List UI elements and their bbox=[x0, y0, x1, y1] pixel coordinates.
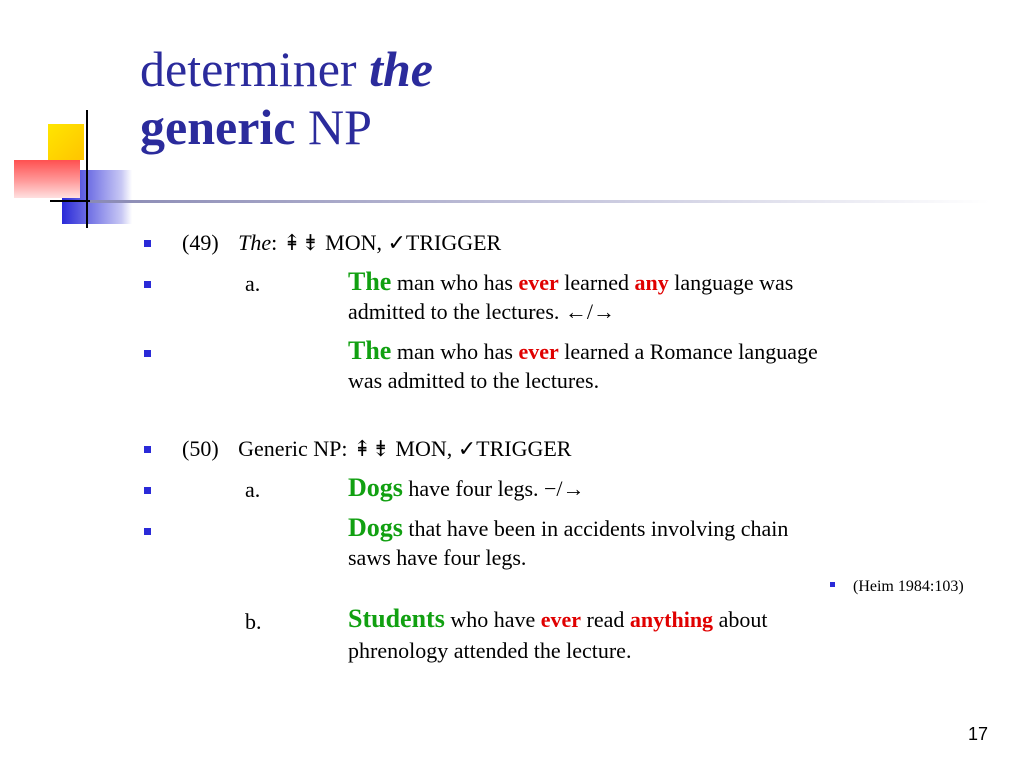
text-span: that have been in accidents involving chain bbox=[402, 516, 789, 541]
yellow-square bbox=[48, 124, 84, 160]
example-49-properties: : ⇞⇟ MON, ✓TRIGGER bbox=[271, 230, 502, 255]
example-49b-line1 bbox=[348, 337, 818, 366]
slide-logo-decoration bbox=[0, 0, 140, 240]
determiner-the: The bbox=[238, 230, 272, 255]
text-span: man who has bbox=[391, 270, 519, 295]
title-word-np: NP bbox=[307, 99, 372, 155]
slide-title bbox=[140, 40, 433, 156]
npi-ever: ever bbox=[540, 607, 582, 632]
word-dogs: Dogs bbox=[348, 473, 403, 502]
bullet-icon bbox=[144, 446, 151, 453]
citation: (Heim 1984:103) bbox=[853, 578, 964, 595]
example-50a2-line1 bbox=[348, 514, 788, 543]
example-50a2-line2: saws have four legs. bbox=[348, 545, 527, 570]
title-word-the: the bbox=[369, 41, 433, 97]
title-word-determiner: determiner bbox=[140, 41, 357, 97]
example-50b-line2: phrenology attended the lecture. bbox=[348, 638, 632, 663]
example-49-header bbox=[182, 229, 501, 257]
text-span: who have bbox=[444, 607, 541, 632]
page-number: 17 bbox=[968, 724, 989, 744]
npi-ever: ever bbox=[518, 270, 559, 295]
example-label-b: b. bbox=[245, 609, 262, 634]
word-dogs: Dogs bbox=[348, 513, 403, 542]
text-span: learned bbox=[558, 270, 635, 295]
bullet-icon bbox=[144, 487, 151, 494]
title-line-1 bbox=[140, 40, 433, 98]
title-underline bbox=[90, 200, 990, 203]
example-50b-line1 bbox=[348, 605, 767, 634]
logo-vertical-line bbox=[86, 110, 88, 228]
text-span: have four legs. −/→ bbox=[402, 476, 585, 501]
text-span: about bbox=[713, 607, 768, 632]
npi-any: any bbox=[634, 270, 669, 295]
text-span: man who has bbox=[391, 339, 519, 364]
text-span: learned a Romance language bbox=[558, 339, 818, 364]
text-span: language was bbox=[668, 270, 794, 295]
example-49b-line2: was admitted to the lectures. bbox=[348, 368, 600, 393]
example-49a-line2: admitted to the lectures. ←/→ bbox=[348, 299, 615, 324]
example-50-header bbox=[182, 435, 571, 463]
title-word-generic: generic bbox=[140, 99, 296, 155]
bullet-icon bbox=[830, 582, 835, 587]
example-number: (49) bbox=[182, 230, 219, 255]
word-students: Students bbox=[348, 604, 445, 633]
bullet-icon bbox=[144, 240, 151, 247]
example-49a-line1 bbox=[348, 268, 793, 297]
red-square bbox=[14, 160, 80, 198]
bullet-icon bbox=[144, 350, 151, 357]
word-the: The bbox=[348, 267, 392, 296]
example-label-a: a. bbox=[245, 477, 261, 502]
text-span: read bbox=[581, 607, 630, 632]
example-50a-line1 bbox=[348, 474, 585, 503]
example-number: (50) bbox=[182, 436, 219, 461]
npi-ever: ever bbox=[518, 339, 559, 364]
title-line-2 bbox=[140, 98, 433, 156]
npi-anything: anything bbox=[629, 607, 714, 632]
bullet-icon bbox=[144, 528, 151, 535]
example-label-a: a. bbox=[245, 271, 261, 296]
example-50-properties: Generic NP: ⇞⇟ MON, ✓TRIGGER bbox=[238, 436, 572, 461]
word-the: The bbox=[348, 336, 392, 365]
bullet-icon bbox=[144, 281, 151, 288]
